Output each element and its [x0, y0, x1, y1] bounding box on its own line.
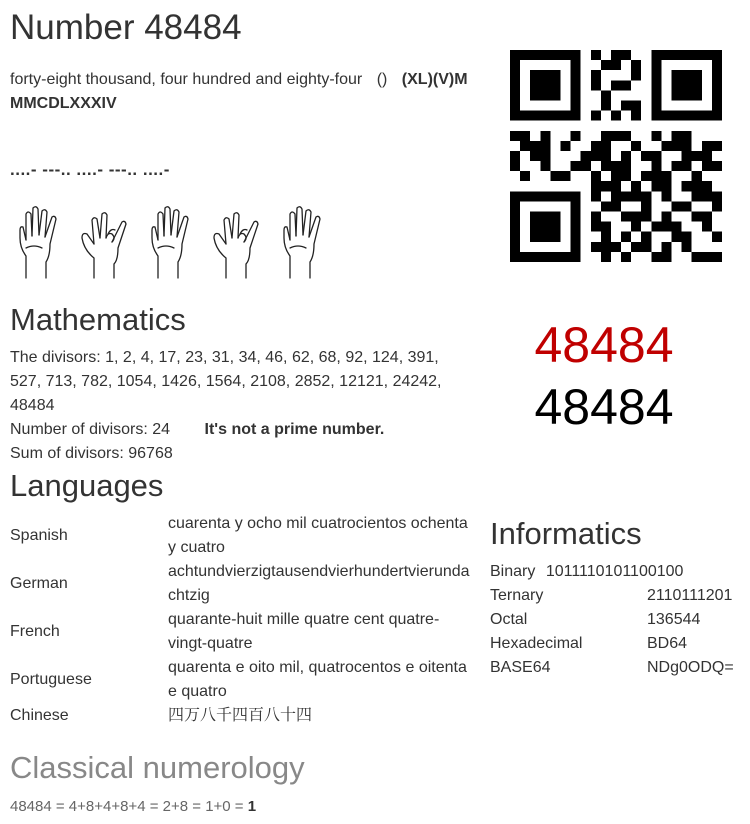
- language-value: chtzig: [168, 587, 210, 604]
- language-value: 四万八千四百八十四: [168, 707, 313, 724]
- page-title: Number 48484: [10, 8, 242, 47]
- language-name: Portuguese: [10, 671, 92, 688]
- numerology-heading: Classical numerology: [10, 750, 305, 785]
- octal-row: [490, 608, 701, 632]
- number-names: [10, 68, 480, 116]
- mathematics-heading: Mathematics: [10, 302, 186, 337]
- language-name: German: [10, 575, 68, 592]
- language-row: [10, 560, 470, 608]
- binary-row: [490, 560, 683, 584]
- hand-sign-eight-icon: [78, 204, 132, 280]
- base64-row: [490, 656, 734, 680]
- number-display-red: 48484: [534, 317, 674, 373]
- language-value: cuarenta y ocho mil cuatrocientos ochenta: [168, 515, 468, 532]
- language-value: quarenta e oito mil, quatrocentos e oitenta: [168, 659, 467, 676]
- language-row: [10, 656, 470, 704]
- number-display-black: 48484: [534, 379, 674, 435]
- language-value: e quatro: [168, 683, 227, 700]
- octal-label: Octal: [490, 611, 528, 628]
- hexadecimal-value: BD64: [647, 635, 688, 652]
- binary-label: Binary: [490, 563, 536, 580]
- prime-status: It's not a prime number.: [204, 421, 385, 438]
- number-parens: (): [376, 71, 388, 88]
- divisors-line: The divisors: 1, 2, 4, 17, 23, 31, 34, 46, 62, 68, 92, 124, 391,: [10, 349, 439, 366]
- hand-sign-four-icon: [276, 204, 330, 280]
- language-value: quarante-huit mille quatre cent quatre-: [168, 611, 440, 628]
- language-name: Chinese: [10, 707, 69, 724]
- hexadecimal-label: Hexadecimal: [490, 635, 583, 652]
- languages-heading: Languages: [10, 468, 164, 503]
- hand-sign-eight-icon: [210, 204, 264, 280]
- divisors-line: 48484: [10, 397, 55, 414]
- language-value: y cuatro: [168, 539, 225, 556]
- ternary-row: [490, 584, 733, 608]
- numerology-result: 1: [247, 798, 257, 815]
- number-of-divisors: Number of divisors: 24: [10, 421, 171, 438]
- language-row: [10, 704, 470, 728]
- morse-code: ....- ---.. ....- ---.. ....-: [10, 160, 170, 179]
- sum-of-divisors: Sum of divisors: 96768: [10, 445, 173, 462]
- number-words: forty-eight thousand, four hundred and eighty-four: [10, 71, 363, 88]
- octal-value: 136544: [647, 611, 701, 628]
- language-name: French: [10, 623, 60, 640]
- base64-value: NDg0ODQ=: [647, 659, 734, 676]
- numerology-equation-text: 48484 = 4+8+4+8+4 = 2+8 = 1+0 =: [10, 798, 248, 815]
- numerology-equation: [10, 798, 256, 815]
- hexadecimal-row: [490, 632, 688, 656]
- binary-value: 1011110101100100: [545, 563, 684, 580]
- informatics-heading: Informatics: [490, 516, 642, 551]
- hand-sign-four-icon: [144, 204, 198, 280]
- languages-table: [10, 512, 470, 728]
- qr-code-icon: [510, 50, 722, 262]
- language-value: achtundvierzigtausendvierhundertvierunda: [168, 563, 470, 580]
- roman-numeral-line1: (XL)(V)M: [401, 71, 468, 88]
- informatics-section: [490, 560, 748, 690]
- language-row: [10, 608, 470, 656]
- base64-label: BASE64: [490, 659, 551, 676]
- ternary-label: Ternary: [490, 587, 544, 604]
- roman-numeral-line2: MMCDLXXXIV: [10, 95, 117, 112]
- language-value: vingt-quatre: [168, 635, 253, 652]
- divisors-line: 527, 713, 782, 1054, 1426, 1564, 2108, 2852, 12121, 24242,: [10, 373, 442, 390]
- ternary-value: 2110111201: [647, 587, 733, 604]
- language-name: Spanish: [10, 527, 68, 544]
- sign-language-hands: [12, 204, 330, 280]
- hand-sign-four-icon: [12, 204, 66, 280]
- mathematics-section: [10, 346, 480, 466]
- language-row: [10, 512, 470, 560]
